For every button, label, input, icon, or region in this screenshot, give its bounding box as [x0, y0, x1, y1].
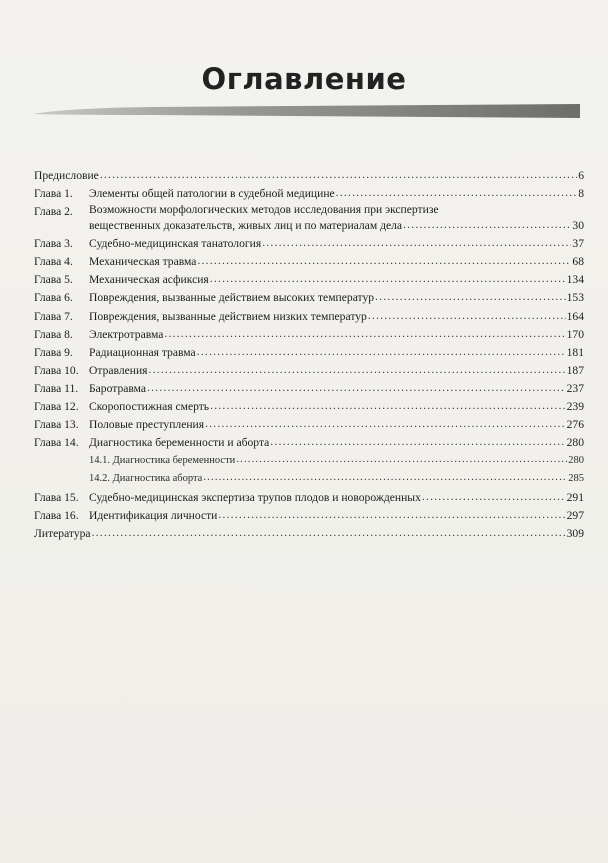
- toc-chapter-label: Глава 6.: [34, 291, 73, 305]
- toc-entry-title: 14.2. Диагностика аборта: [89, 473, 203, 485]
- toc-chapter-label: Глава 4.: [34, 255, 73, 269]
- toc-entry: [34, 416, 584, 434]
- toc-chapter-label: Глава 12.: [34, 400, 79, 414]
- toc-entry: [34, 203, 584, 235]
- toc-leader-dots: [197, 252, 571, 270]
- toc-entry-title: Половые преступления: [89, 418, 205, 432]
- toc-entry-title: Идентификация личности: [89, 508, 218, 522]
- toc-leader-dots: [92, 524, 566, 542]
- toc-page-number: 237: [566, 381, 584, 395]
- toc-leader-dots: [218, 506, 565, 524]
- toc-chapter-label: Глава 14.: [34, 436, 79, 450]
- toc-entry: [34, 271, 584, 289]
- toc-leader-dots: [100, 166, 577, 184]
- toc-page-number: 164: [566, 309, 584, 323]
- toc-page-number: 37: [572, 237, 584, 251]
- toc-entry-title: 14.1. Диагностика беременности: [89, 455, 236, 467]
- toc-page-number: 309: [566, 526, 584, 540]
- toc-chapter-label: Глава 15.: [34, 490, 79, 504]
- toc-chapter-label: Глава 8.: [34, 327, 73, 341]
- toc-page-number: 276: [566, 418, 584, 432]
- toc-entry-title: Электротравма: [89, 327, 164, 341]
- toc-entry: [34, 489, 584, 507]
- toc-entry-title: Судебно-медицинская танатология: [89, 237, 262, 251]
- toc-leader-dots: [270, 433, 565, 451]
- toc-leader-dots: [149, 361, 566, 379]
- toc-chapter-label: Глава 13.: [34, 418, 79, 432]
- toc-entry-title: Скоропостижная смерть: [89, 400, 210, 414]
- toc-entry-title: Баротравма: [89, 381, 147, 395]
- toc-subentry: [34, 452, 584, 470]
- toc-entry: [34, 253, 584, 271]
- toc-page-number: 8: [578, 187, 584, 201]
- toc-leader-dots: [210, 397, 566, 415]
- toc-leader-dots: [205, 415, 566, 433]
- toc-entry-title-line: Возможности морфологических методов исследования при экспертизе: [89, 203, 439, 217]
- toc-leader-dots: [164, 325, 565, 343]
- table-of-contents: [34, 167, 584, 543]
- toc-page-number: 291: [566, 490, 584, 504]
- toc-leader-dots: [147, 379, 566, 397]
- page-title: Оглавление: [201, 62, 407, 96]
- toc-entry: [34, 398, 584, 416]
- toc-chapter-label: Глава 10.: [34, 363, 79, 377]
- toc-chapter-label: Глава 7.: [34, 309, 73, 323]
- toc-entry: [34, 380, 584, 398]
- toc-leader-dots: [236, 451, 567, 469]
- toc-leader-dots: [210, 270, 566, 288]
- toc-leader-dots: [422, 488, 566, 506]
- toc-entry-title: Элементы общей патологии в судебной медицине: [89, 187, 335, 201]
- toc-entry: [34, 308, 584, 326]
- toc-chapter-label: Глава 9.: [34, 345, 73, 359]
- title-rule: [32, 104, 580, 118]
- toc-leader-dots: [403, 216, 571, 234]
- toc-leader-dots: [375, 288, 566, 306]
- toc-page-number: 6: [578, 169, 584, 182]
- toc-page-number: 153: [566, 291, 584, 305]
- toc-entry: [34, 344, 584, 362]
- toc-page-number: 68: [572, 255, 584, 269]
- toc-entry-title: Механическая травма: [89, 255, 197, 269]
- toc-page-number: 280: [566, 436, 584, 450]
- toc-chapter-label: Глава 5.: [34, 273, 73, 287]
- toc-page-number: 170: [566, 327, 584, 341]
- toc-chapter-label: Глава 1.: [34, 187, 73, 201]
- toc-entry: [34, 525, 584, 543]
- toc-entry: [34, 507, 584, 525]
- toc-entry-title: Судебно-медицинская экспертиза трупов плодов и новорожденных: [89, 490, 421, 504]
- toc-entry-title: Радиационная травма: [89, 345, 196, 359]
- toc-chapter-label: Глава 3.: [34, 237, 73, 251]
- toc-entry-title: Механическая асфиксия: [89, 273, 209, 287]
- toc-page-number: 239: [566, 400, 584, 414]
- toc-entry: [34, 326, 584, 344]
- toc-page-number: 187: [566, 363, 584, 377]
- toc-entry: [34, 167, 584, 185]
- toc-page-number: 297: [566, 508, 584, 522]
- toc-entry: [34, 434, 584, 452]
- toc-entry: [34, 362, 584, 380]
- toc-page-number: 134: [566, 273, 584, 287]
- toc-entry-title: Диагностика беременности и аборта: [89, 436, 270, 450]
- toc-leader-dots: [368, 307, 566, 325]
- toc-entry-title: Повреждения, вызванные действием высоких температур: [89, 291, 375, 305]
- toc-entry-title: вещественных доказательств, живых лиц и по материалам дела: [89, 219, 403, 233]
- toc-page-number: 285: [568, 473, 584, 485]
- toc-leader-dots: [262, 234, 571, 252]
- toc-page-number: 181: [566, 345, 584, 359]
- toc-leader-dots: [336, 184, 578, 202]
- toc-chapter-label: Глава 2.: [34, 205, 73, 219]
- toc-entry: [34, 235, 584, 253]
- toc-entry: [34, 289, 584, 307]
- toc-entry-title: Отравления: [89, 363, 148, 377]
- toc-entry: [34, 185, 584, 203]
- toc-entry-title: Предисловие: [34, 169, 99, 182]
- toc-chapter-label: Глава 16.: [34, 508, 79, 522]
- toc-entry-title: Повреждения, вызванные действием низких температур: [89, 309, 367, 323]
- toc-page-number: 30: [572, 219, 584, 233]
- toc-entry-title: Литература: [34, 526, 91, 540]
- toc-leader-dots: [197, 343, 566, 361]
- toc-page-number: 280: [568, 455, 584, 467]
- toc-subentry: [34, 470, 584, 488]
- toc-chapter-label: Глава 11.: [34, 381, 79, 395]
- toc-leader-dots: [203, 469, 567, 487]
